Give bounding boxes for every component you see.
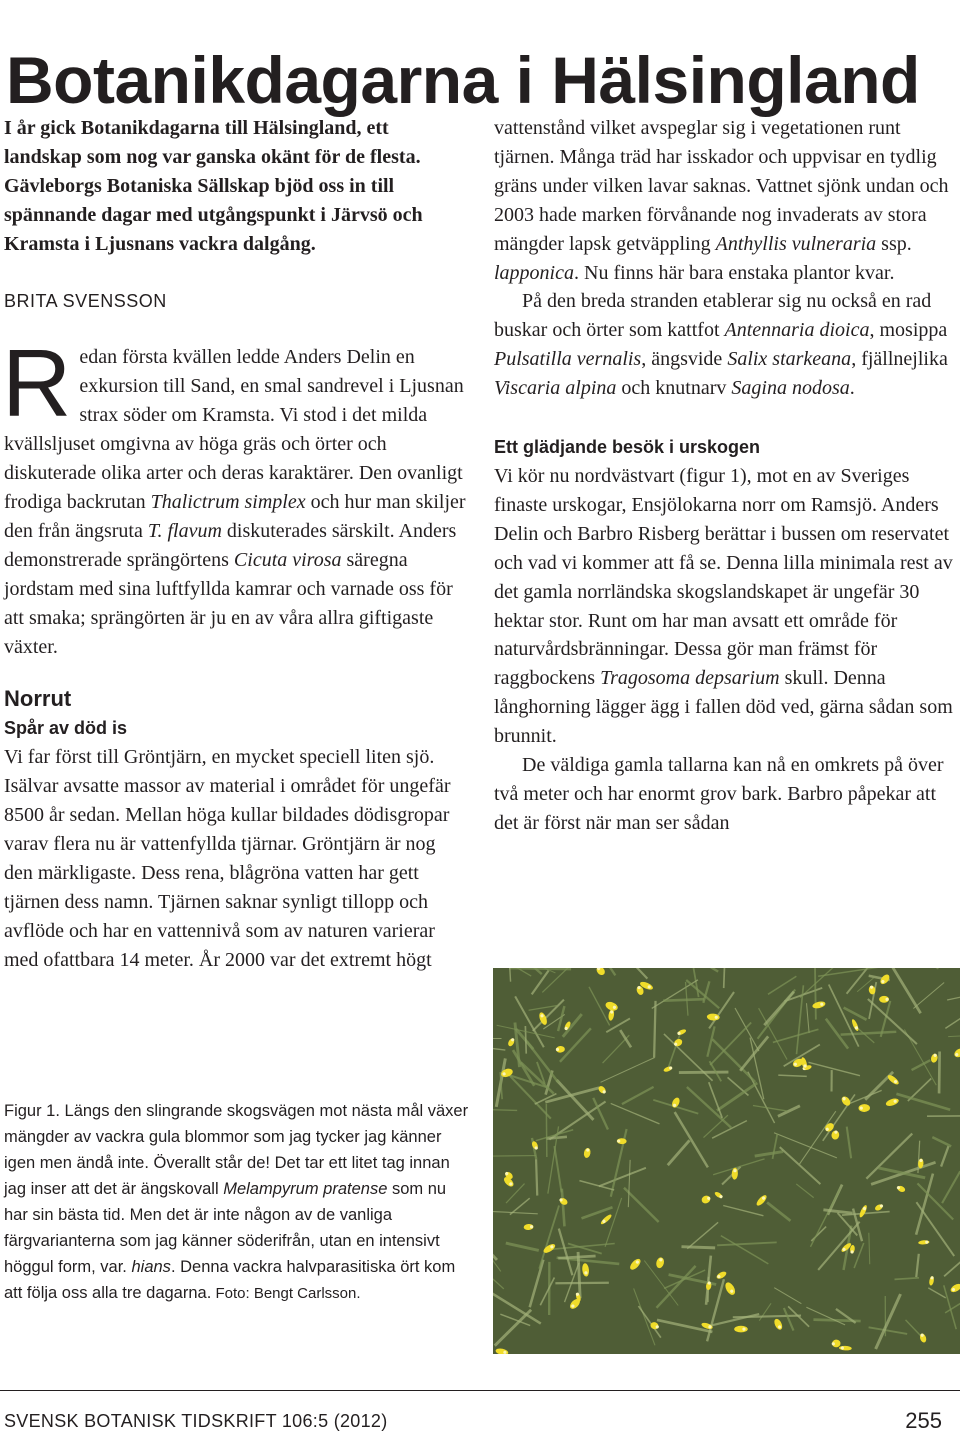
yellow-flower [879, 996, 889, 1003]
subheading-spar-av-dod-is: Spår av död is [4, 718, 128, 739]
body-paragraph-2: Vi far först till Gröntjärn, en mycket speciell liten sjö. Isälvar avsatte massor av material i området för ungefär 8500 år sedan. Mellan höga kullar bildades dödisgropar varav flera nu är vattenfyllda tjärnar. Gröntjärn är nog den märkligaste. Dess rena, blågröna vatten har gett tjärnen dess namn. Tjärnen saknar synligt tillopp och avflöde och har en vattennivå som av naturen varierar med ofattbara 14 meter. År 2000 var det extremt högt [4, 746, 451, 971]
drop-cap: R [2, 330, 72, 438]
body-paragraph-6: De väldiga gamla tallarna kan nå en omkrets på över två meter och har enormt grov bark. Barbro påpekar att det är först när man ser sådan [494, 754, 944, 834]
right-column [494, 114, 956, 838]
body-paragraph-3: vattenstånd vilket avspeglar sig i vegetationen runt tjärnen. Många träd har isskador och uppvisar en tydlig gräns under vilken lavar saknas. Vattnet sjönk undan och 2003 hade marken förvånande nog invaderats av stora mängder lapsk getväppling Anthyllis vulneraria ssp. lapponica. Nu finns här bara enstaka plantor kvar. [494, 117, 949, 284]
grass-blade [546, 1104, 547, 1157]
grass-blade [927, 1116, 960, 1117]
grass-blade [663, 999, 704, 1000]
author-byline: BRITA SVENSSON [4, 290, 167, 311]
grass-blade [536, 1159, 537, 1195]
grass-blade [815, 968, 816, 1020]
article-title: Botanikdagarna i Hälsingland [6, 43, 920, 118]
grass-blade [525, 1026, 526, 1054]
body-paragraph-5: Vi kör nu nordvästvart (figur 1), mot en av Sveriges finaste urskogar, Ensjölokarna norr om Ramsjö. Anders Delin och Barbro Risberg berättar i bussen om reservatet och vad vi kommer att få se. Denna lilla minimala rest av det gamla norrländska skogslandskapet är ungefär 30 hektar stor. Runt om har man avsatt ett område för naturvårdsbränningar. Dessa gör man främst för raggbockens Tragosoma depsarium skull. Denna långhorning lägger ägg i fallen död ved, gärna sådan som brunnit. [494, 464, 953, 748]
grass-blade [681, 1247, 715, 1248]
grass-blade [939, 1052, 940, 1094]
lead-paragraph: I år gick Botanikdagarna till Hälsingland, ett landskap som nog var ganska okänt för de flesta. Gävleborgs Botaniska Sällskap bjöd oss in till spännande dagar med utgångspunkt i Järvsö och Kramsta i Ljusnans vackra dalgång. [4, 117, 423, 255]
photo-background [493, 968, 960, 1354]
section-heading-norrut: Norrut [4, 686, 72, 712]
yellow-flower [734, 1326, 748, 1333]
grass-blade [509, 968, 571, 969]
footer-rule [0, 1390, 960, 1391]
body-paragraph-4: På den breda stranden etablerar sig nu också en rad buskar och örter som kattfot Antennaria dioica, mosippa Pulsatilla vernalis, ängsvide Salix starkeana, fjällnejlika Viscaria alpina och knutnarv Sagina nodosa. [494, 290, 948, 400]
left-column [4, 114, 466, 974]
figure-caption: Figur 1. Längs den slingrande skogsvägen mot nästa mål växer mängder av vackra gula blommor som jag tycker jag känner igen men ändå inte. Överallt står de! Det tar ett litet tag innan jag inser att det är ängskovall Melampyrum pratense som nu har sin bästa tid. Men det är inte någon av de vanliga färgvarianterna som jag känner söderifrån, utan en intensivt höggul form, var. hians. Denna vackra halvparasitiska ört kom att följa oss alla tre dagarna. Foto: Bengt Carlsson. [4, 1102, 469, 1302]
journal-name: SVENSK BOTANISK TIDSKRIFT 106:5 (2012) [4, 1411, 388, 1431]
page-number: 255 [905, 1408, 942, 1433]
photo-illustration [493, 968, 960, 1354]
subheading-urskogen: Ett glädjande besök i urskogen [494, 437, 761, 458]
figure-photo-flowers [493, 968, 960, 1354]
grass-blade [654, 1001, 655, 1058]
photo-credit: Foto: Bengt Carlsson. [211, 1285, 361, 1302]
body-paragraph-1: Redan första kvällen ledde Anders Delin en exkursion till Sand, en smal sandrevel i Ljusnan strax söder om Kramsta. Vi stod i det milda kvällsljuset omgivna av höga gräs och örter och diskuterade olika arter och deras karaktärer. Den ovanligt frodiga backrutan Thalictrum simplex och hur man skiljer den från ängsruta T. flavum diskuterades särskilt. Anders demonstrerade sprängörtens Cicuta virosa säregna jordstam med sina luftfyllda kamrar och varnade oss för att smaka; sprängörten är ju en av våra allra giftigaste växter. [2, 330, 466, 658]
